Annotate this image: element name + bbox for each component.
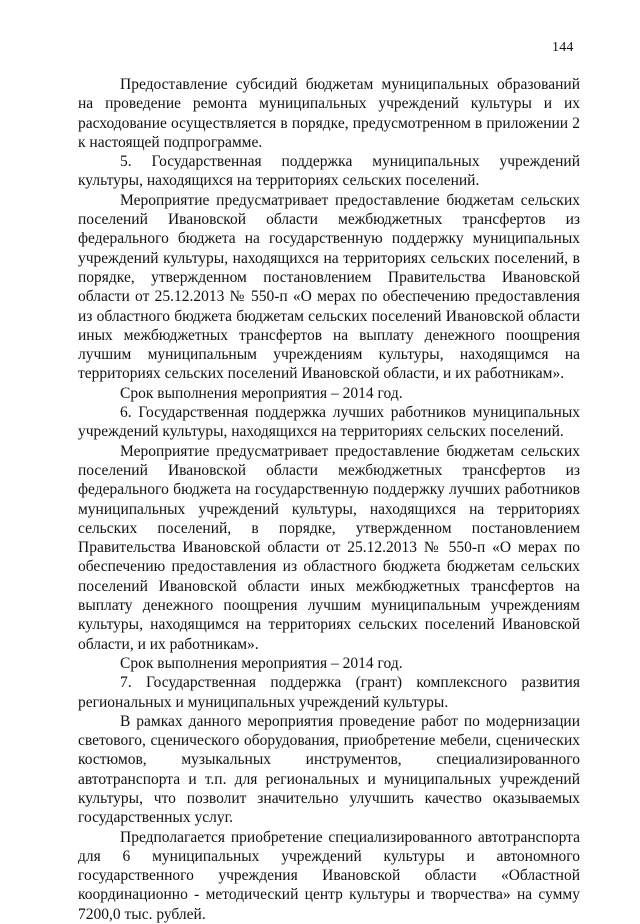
paragraph-item-5-heading: 5. Государственная поддержка муниципальных учреждений культуры, находящихся на территориях сельских поселений. — [78, 153, 580, 190]
paragraph-item-5-description: Мероприятие предусматривает предоставление бюджетам сельских поселений Ивановской области межбюджетных трансфертов из федерального бюджета на государственную поддержку муниципальных учреждений культуры, находящихся на территориях сельских поселений, в порядке, утвержденном постановлением Правительства Ивановской области от 25.12.2013 № 550-п «О мерах по обеспечению предоставления из областного бюджета бюджетам сельских поселений Ивановской области иных межбюджетных трансфертов на выплату денежного поощрения лучшим муниципальным учреждениям культуры, находящимся на территориях сельских поселений Ивановской области, и их работникам». — [78, 191, 580, 383]
paragraph-item-6-description: Мероприятие предусматривает предоставление бюджетам сельских поселений Ивановской области межбюджетных трансфертов из федерального бюджета на государственную поддержку лучших работников муниципальных учреждений культуры, находящихся на территориях сельских поселений, в порядке, утвержденном постановлением Правительства Ивановской области от 25.12.2013 № 550-п «О мерах по обеспечению предоставления из областного бюджета бюджетам сельских поселений Ивановской области иных межбюджетных трансфертов на выплату денежного поощрения лучшим муниципальным учреждениям культуры, находящимся на территориях сельских поселений Ивановской области, и их работникам». — [78, 442, 580, 653]
paragraph-item-6-heading: 6. Государственная поддержка лучших работников муниципальных учреждений культуры, находящихся на территориях сельских поселений. — [78, 404, 580, 441]
paragraph-subsidies: Предоставление субсидий бюджетам муниципальных образований на проведение ремонта муниципальных учреждений культуры и их расходование осуществляется в порядке, предусмотренном в приложении 2 к настоящей подпрограмме. — [78, 76, 580, 151]
page-number: 144 — [552, 40, 574, 55]
paragraph-item-7-heading: 7. Государственная поддержка (грант) комплексного развития региональных и муниципальных учреждений культуры. — [78, 674, 580, 711]
document-body — [78, 75, 580, 924]
paragraph-item-7-purchase: Предполагается приобретение специализированного автотранспорта для 6 муниципальных учреждений культуры и автономного государственного учреждения Ивановской области «Областной координационно - методический центр культуры и творчества» на сумму 7200,0 тыс. рублей. — [78, 828, 580, 923]
paragraph-item-7-description: В рамках данного мероприятия проведение работ по модернизации светового, сценического оборудования, приобретение мебели, сценических костюмов, музыкальных инструментов, специализированного автотранспорта и т.п. для региональных и муниципальных учреждений культуры, что позволит значительно улучшить качество оказываемых государственных услуг. — [78, 712, 580, 827]
paragraph-item-5-deadline: Срок выполнения мероприятия – 2014 год. — [120, 384, 403, 402]
paragraph-item-6-deadline: Срок выполнения мероприятия – 2014 год. — [120, 654, 403, 672]
